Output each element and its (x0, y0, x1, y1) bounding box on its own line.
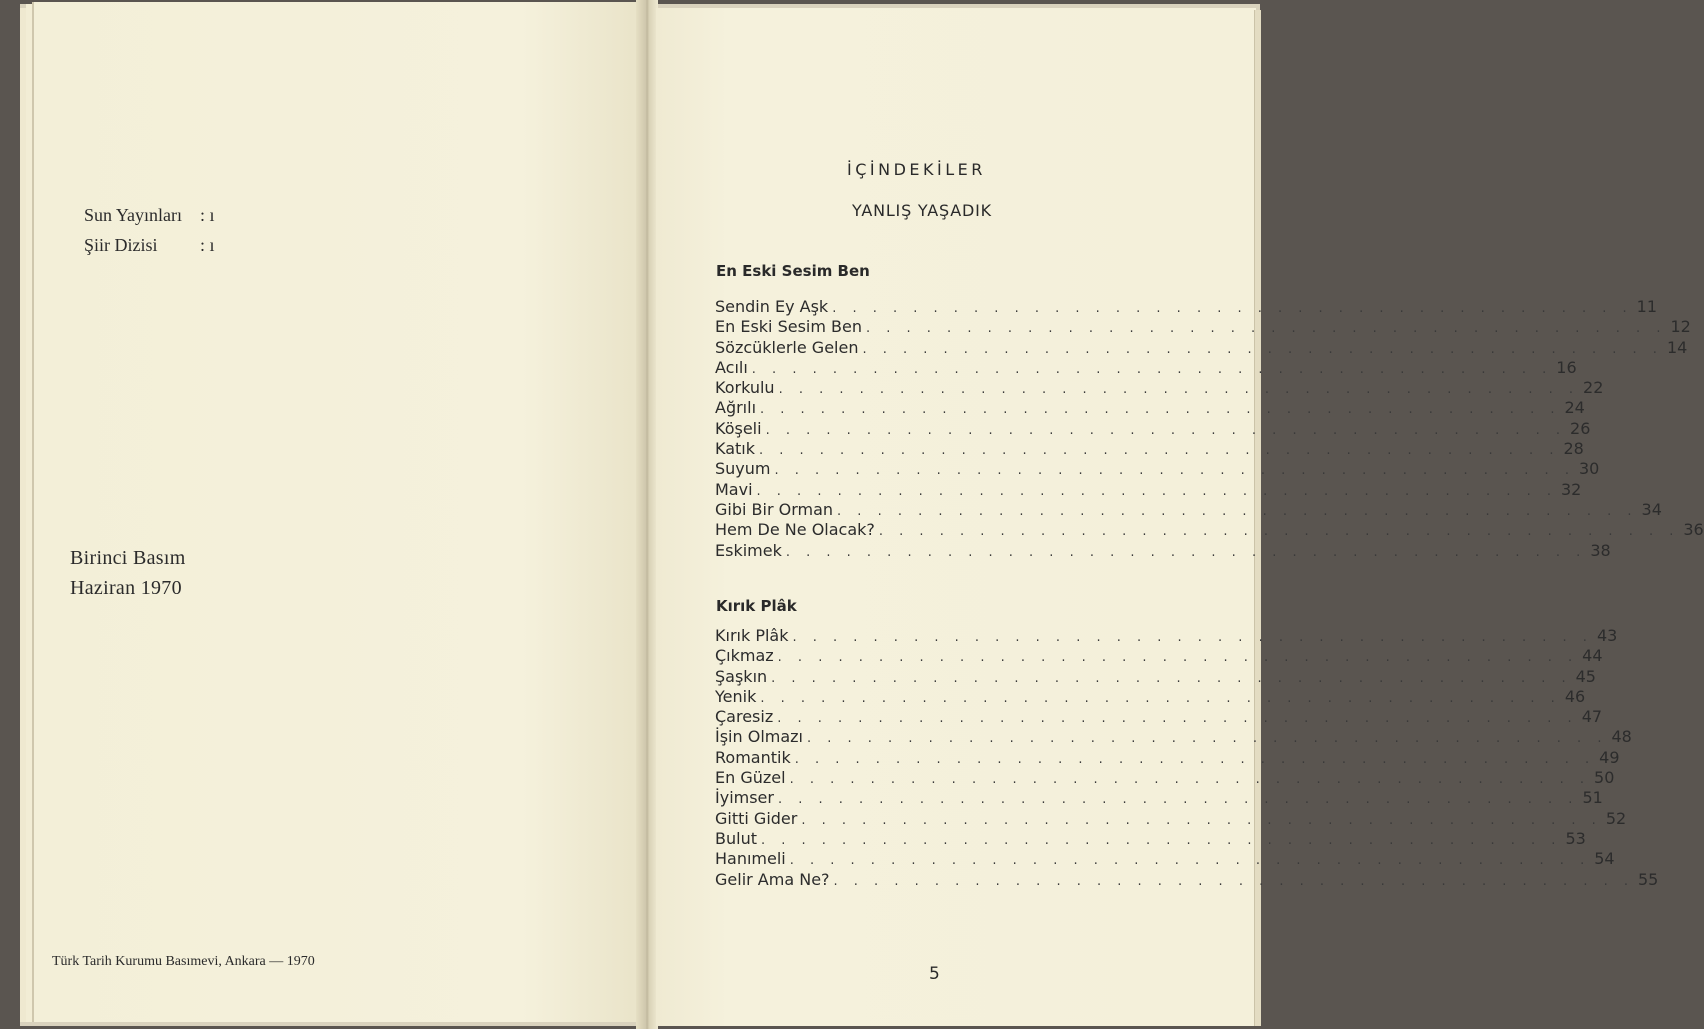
toc-entry (715, 707, 1603, 727)
toc-entry-title: En Eski Sesim Ben (715, 317, 862, 337)
toc-entry-page: 36 (1683, 520, 1704, 540)
dot-leader: . . . . . . . . . . . . . . . . . . . . . . . . . . . . . . . . . . . . . . . . (760, 832, 1562, 848)
toc-entry (715, 646, 1603, 666)
dot-leader: . . . . . . . . . . . . . . . . . . . . . . . . . . . . . . . . . . . . . . . . (777, 650, 1579, 666)
toc-entry (715, 357, 1577, 378)
dot-leader: . . . . . . . . . . . . . . . . . . . . . . . . . . . . . . . . . . . . . . . . (866, 321, 1667, 337)
toc-entry (715, 666, 1596, 687)
toc-entry-title: Suyum (715, 459, 771, 479)
book-gutter (636, 0, 658, 1029)
series-row (84, 230, 215, 260)
dot-leader: . . . . . . . . . . . . . . . . . . . . . . . . . . . . . . . . . . . . . . . . (878, 524, 1680, 540)
toc-entry (715, 869, 1659, 890)
toc-entry-title: Köşeli (715, 418, 762, 438)
toc-entry-title: Acılı (715, 357, 748, 377)
toc-entry-title: Sözcüklerle Gelen (715, 337, 859, 357)
toc-entry-page: 28 (1563, 439, 1584, 459)
dot-leader: . . . . . . . . . . . . . . . . . . . . . . . . . . . . . . . . . . . . . . . . (789, 772, 1591, 788)
toc-entry-page: 12 (1670, 317, 1691, 337)
dot-leader: . . . . . . . . . . . . . . . . . . . . . . . . . . . . . . . . . . . . . . . . (794, 751, 1596, 767)
toc-entry-page: 47 (1581, 707, 1603, 727)
toc-entry-page: 34 (1641, 499, 1662, 519)
dot-leader: . . . . . . . . . . . . . . . . . . . . . . . . . . . . . . . . . . . . . . . . (771, 670, 1572, 686)
dot-leader: . . . . . . . . . . . . . . . . . . . . . . . . . . . . . . . . . . . . . . . . (785, 544, 1587, 560)
toc-entry-page: 50 (1594, 768, 1615, 788)
toc-entry-page: 53 (1565, 828, 1586, 848)
toc-entry (715, 788, 1603, 808)
toc-entry (715, 317, 1691, 337)
toc-entry (715, 418, 1591, 439)
edition-date: Haziran 1970 (70, 577, 182, 599)
toc-entry (715, 768, 1615, 788)
toc-entry (715, 499, 1662, 520)
toc-entry-title: En Güzel (715, 768, 786, 788)
toc-entry-title: İyimser (715, 788, 774, 808)
toc-entry (715, 398, 1585, 418)
toc-entry-title: Kırık Plâk (715, 626, 789, 645)
toc-entry-page: 26 (1570, 418, 1591, 438)
contents-heading: İÇİNDEKİLER (847, 160, 986, 179)
toc-entry-page: 44 (1582, 646, 1603, 666)
toc-entry-page: 55 (1638, 869, 1659, 889)
toc-entry (715, 849, 1615, 869)
page-number: 5 (929, 964, 940, 984)
dot-leader: . . . . . . . . . . . . . . . . . . . . . . . . . . . . . . . . . . . . . . . . (777, 711, 1578, 727)
dot-leader: . . . . . . . . . . . . . . . . . . . . . . . . . . . . . . . . . . . . . . . . (862, 341, 1663, 357)
section-heading: Kırık Plâk (716, 597, 797, 615)
toc-entry (715, 747, 1620, 768)
dot-leader: . . . . . . . . . . . . . . . . . . . . . . . . . . . . . . . . . . . . . . . . (801, 812, 1602, 828)
toc-entry-title: Yenik (715, 686, 757, 706)
toc-entry (715, 808, 1627, 829)
series-value: : ı (200, 205, 215, 225)
toc-entry-title: Korkulu (715, 378, 775, 398)
toc-entry-page: 43 (1596, 626, 1618, 645)
dot-leader: . . . . . . . . . . . . . . . . . . . . . . . . . . . . . . . . . . . . . . . . (759, 443, 1560, 459)
toc-entry-title: Hanımeli (715, 849, 786, 869)
dot-leader: . . . . . . . . . . . . . . . . . . . . . . . . . . . . . . . . . . . . . . . . (833, 873, 1634, 889)
toc-entry-page: 24 (1564, 398, 1585, 418)
toc-entry (715, 459, 1600, 479)
toc-entry (715, 626, 1618, 646)
toc-entry-title: Romantik (715, 747, 791, 767)
edition-line: Birinci Basım (70, 547, 186, 569)
toc-entry-page: 54 (1594, 849, 1615, 869)
edition-info (70, 543, 186, 603)
series-value: : ı (200, 235, 215, 255)
toc-entry-page: 51 (1582, 788, 1603, 808)
toc-entry-page: 22 (1583, 378, 1604, 398)
toc-entry-page: 30 (1578, 459, 1600, 479)
dot-leader: . . . . . . . . . . . . . . . . . . . . . . . . . . . . . . . . . . . . . . . . (760, 690, 1561, 706)
series-label: Şiir Dizisi (84, 235, 158, 255)
toc-entry (715, 520, 1704, 540)
series-info (84, 200, 215, 260)
toc-entry (715, 378, 1604, 398)
toc-entry-title: Mavi (715, 479, 753, 499)
dot-leader: . . . . . . . . . . . . . . . . . . . . . . . . . . . . . . . . . . . . . . . . (832, 301, 1633, 316)
dot-leader: . . . . . . . . . . . . . . . . . . . . . . . . . . . . . . . . . . . . . . . . (789, 853, 1591, 869)
toc-entry (715, 479, 1582, 500)
toc-entry-title: İşin Olmazı (715, 727, 803, 747)
dot-leader: . . . . . . . . . . . . . . . . . . . . . . . . . . . . . . . . . . . . . . . . (774, 463, 1575, 479)
toc-entry (715, 337, 1688, 358)
dot-leader: . . . . . . . . . . . . . . . . . . . . . . . . . . . . . . . . . . . . . . . . (751, 361, 1553, 377)
series-label: Sun Yayınları (84, 205, 183, 225)
toc-entry-title: Bulut (715, 828, 757, 848)
toc-entry-page: 14 (1666, 337, 1688, 357)
dot-leader: . . . . . . . . . . . . . . . . . . . . . . . . . . . . . . . . . . . . . . . . (778, 382, 1580, 398)
toc-entry-title: Gibi Bir Orman (715, 499, 834, 519)
toc-entry-title: Şaşkın (715, 666, 768, 686)
toc-entry-page: 46 (1564, 686, 1586, 706)
toc-entry (715, 439, 1584, 459)
toc-entry-title: Gitti Gider (715, 808, 798, 828)
toc-list (715, 626, 1659, 890)
dot-leader: . . . . . . . . . . . . . . . . . . . . . . . . . . . . . . . . . . . . . . . . (792, 630, 1593, 645)
toc-entry-page: 11 (1636, 297, 1658, 316)
toc-entry (715, 540, 1611, 561)
toc-entry (715, 686, 1586, 707)
dot-leader: . . . . . . . . . . . . . . . . . . . . . . . . . . . . . . . . . . . . . . . . (777, 792, 1579, 808)
series-row (84, 200, 215, 230)
dot-leader: . . . . . . . . . . . . . . . . . . . . . . . . . . . . . . . . . . . . . . . . (837, 503, 1638, 519)
book-title: YANLIŞ YAŞADIK (852, 201, 992, 220)
toc-entry-page: 16 (1556, 357, 1577, 377)
toc-entry-page: 52 (1605, 808, 1627, 828)
section-heading: En Eski Sesim Ben (716, 262, 870, 280)
dot-leader: . . . . . . . . . . . . . . . . . . . . . . . . . . . . . . . . . . . . . . . . (756, 483, 1557, 499)
toc-entry-title: Çaresiz (715, 707, 774, 727)
toc-entry-page: 32 (1561, 479, 1582, 499)
toc-entry-title: Gelir Ama Ne? (715, 869, 830, 889)
toc-entry-title: Sendin Ey Aşk (715, 297, 829, 316)
toc-entry-page: 38 (1590, 540, 1611, 560)
dot-leader: . . . . . . . . . . . . . . . . . . . . . . . . . . . . . . . . . . . . . . . . (760, 402, 1561, 418)
toc-entry-title: Hem De Ne Olacak? (715, 520, 875, 540)
toc-list (715, 297, 1704, 561)
toc-entry-title: Katık (715, 439, 755, 459)
left-page (32, 2, 644, 1022)
toc-entry (715, 828, 1586, 849)
toc-entry-page: 45 (1575, 666, 1596, 686)
dot-leader: . . . . . . . . . . . . . . . . . . . . . . . . . . . . . . . . . . . . . . . . (765, 422, 1567, 438)
toc-entry-page: 49 (1599, 747, 1620, 767)
toc-entry-page: 48 (1611, 727, 1632, 747)
toc-entry-title: Ağrılı (715, 398, 757, 418)
toc-entry (715, 727, 1632, 747)
toc-entry (715, 297, 1658, 317)
printer-imprint: Türk Tarih Kurumu Basımevi, Ankara — 1970 (52, 954, 315, 969)
toc-entry-title: Çıkmaz (715, 646, 774, 666)
dot-leader: . . . . . . . . . . . . . . . . . . . . . . . . . . . . . . . . . . . . . . . . (807, 731, 1608, 747)
toc-entry-title: Eskimek (715, 540, 782, 560)
